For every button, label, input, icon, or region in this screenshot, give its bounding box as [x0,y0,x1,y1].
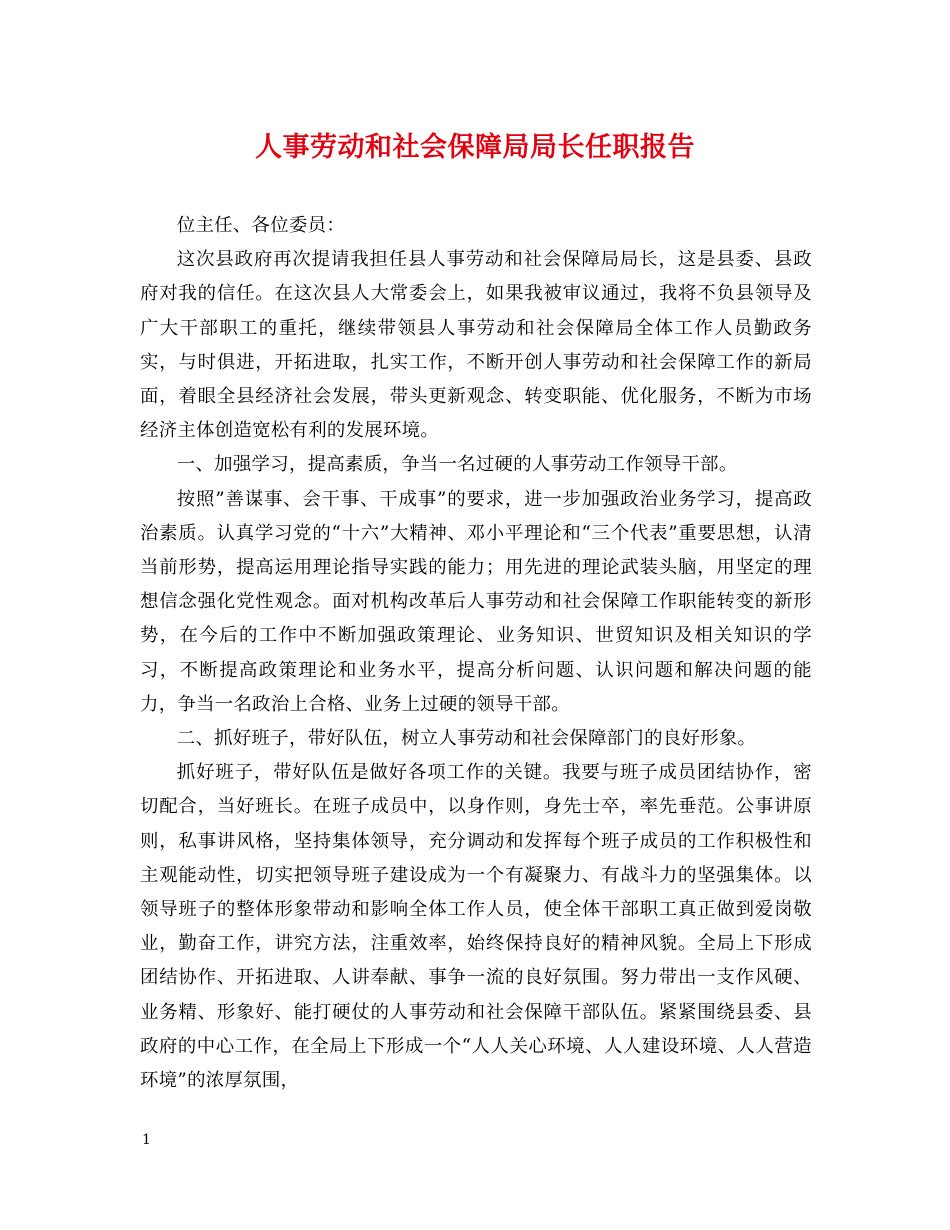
page-number: 1 [142,1132,151,1148]
document-body [140,209,812,1098]
document-title: 人事劳动和社会保障局局长任职报告 [255,132,695,163]
section-heading-1: 一、加强学习，提高素质，争当一名过硬的人事劳动工作领导干部。 [176,454,738,476]
section-2-paragraph: 抓好班子，带好队伍是做好各项工作的关键。我要与班子成员团结协作，密切配合，当好班长。在班子成员中，以身作则，身先士卒，率先垂范。公事讲原则，私事讲风格，坚持集体领导，充分调动和发挥每个班子成员的工作积极性和主观能动性，切实把领导班子建设成为一个有凝聚力、有战斗力的坚强集体。以领导班子的整体形象带动和影响全体工作人员，使全体干部职工真正做到爱岗敬业，勤奋工作，讲究方法，注重效率，始终保持良好的精神风貌。全局上下形成团结协作、开拓进取、人讲奉献、事争一流的良好氛围。努力带出一支作风硬、业务精、形象好、能打硬仗的人事劳动和社会保障干部队伍。紧紧围绕县委、县政府的中心工作，在全局上下形成一个“人人关心环境、人人建设环境、人人营造环境”的浓厚氛围， [140,762,812,1092]
section-heading-2: 二、抓好班子，带好队伍，树立人事劳动和社会保障部门的良好形象。 [176,728,757,750]
salutation-paragraph: 位主任、各位委员： [176,215,346,236]
section-1-paragraph: 按照”善谋事、会干事、干成事”的要求，进一步加强政治业务学习，提高政治素质。认真学习党的“十六”大精神、邓小平理论和“三个代表”重要思想，认清当前形势，提高运用理论指导实践的能力；用先进的理论武装头脑，用坚定的理想信念强化党性观念。面对机构改革后人事劳动和社会保障工作职能转变的新形势，在今后的工作中不断加强政策理论、业务知识、世贸知识及相关知识的学习，不断提高政策理论和业务水平，提高分析问题、认识问题和解决问题的能力，争当一名政治上合格、业务上过硬的领导干部。 [140,488,812,715]
intro-paragraph: 这次县政府再次提请我担任县人事劳动和社会保障局局长，这是县委、县政府对我的信任。在这次县人大常委会上，如果我被审议通过，我将不负县领导及广大干部职工的重托，继续带领县人事劳动和社会保障局全体工作人员勤政务实，与时俱进，开拓进取，扎实工作，不断开创人事劳动和社会保障工作的新局面，着眼全县经济社会发展，带头更新观念、转变职能、优化服务，不断为市场经济主体创造宽松有利的发展环境。 [140,249,812,442]
